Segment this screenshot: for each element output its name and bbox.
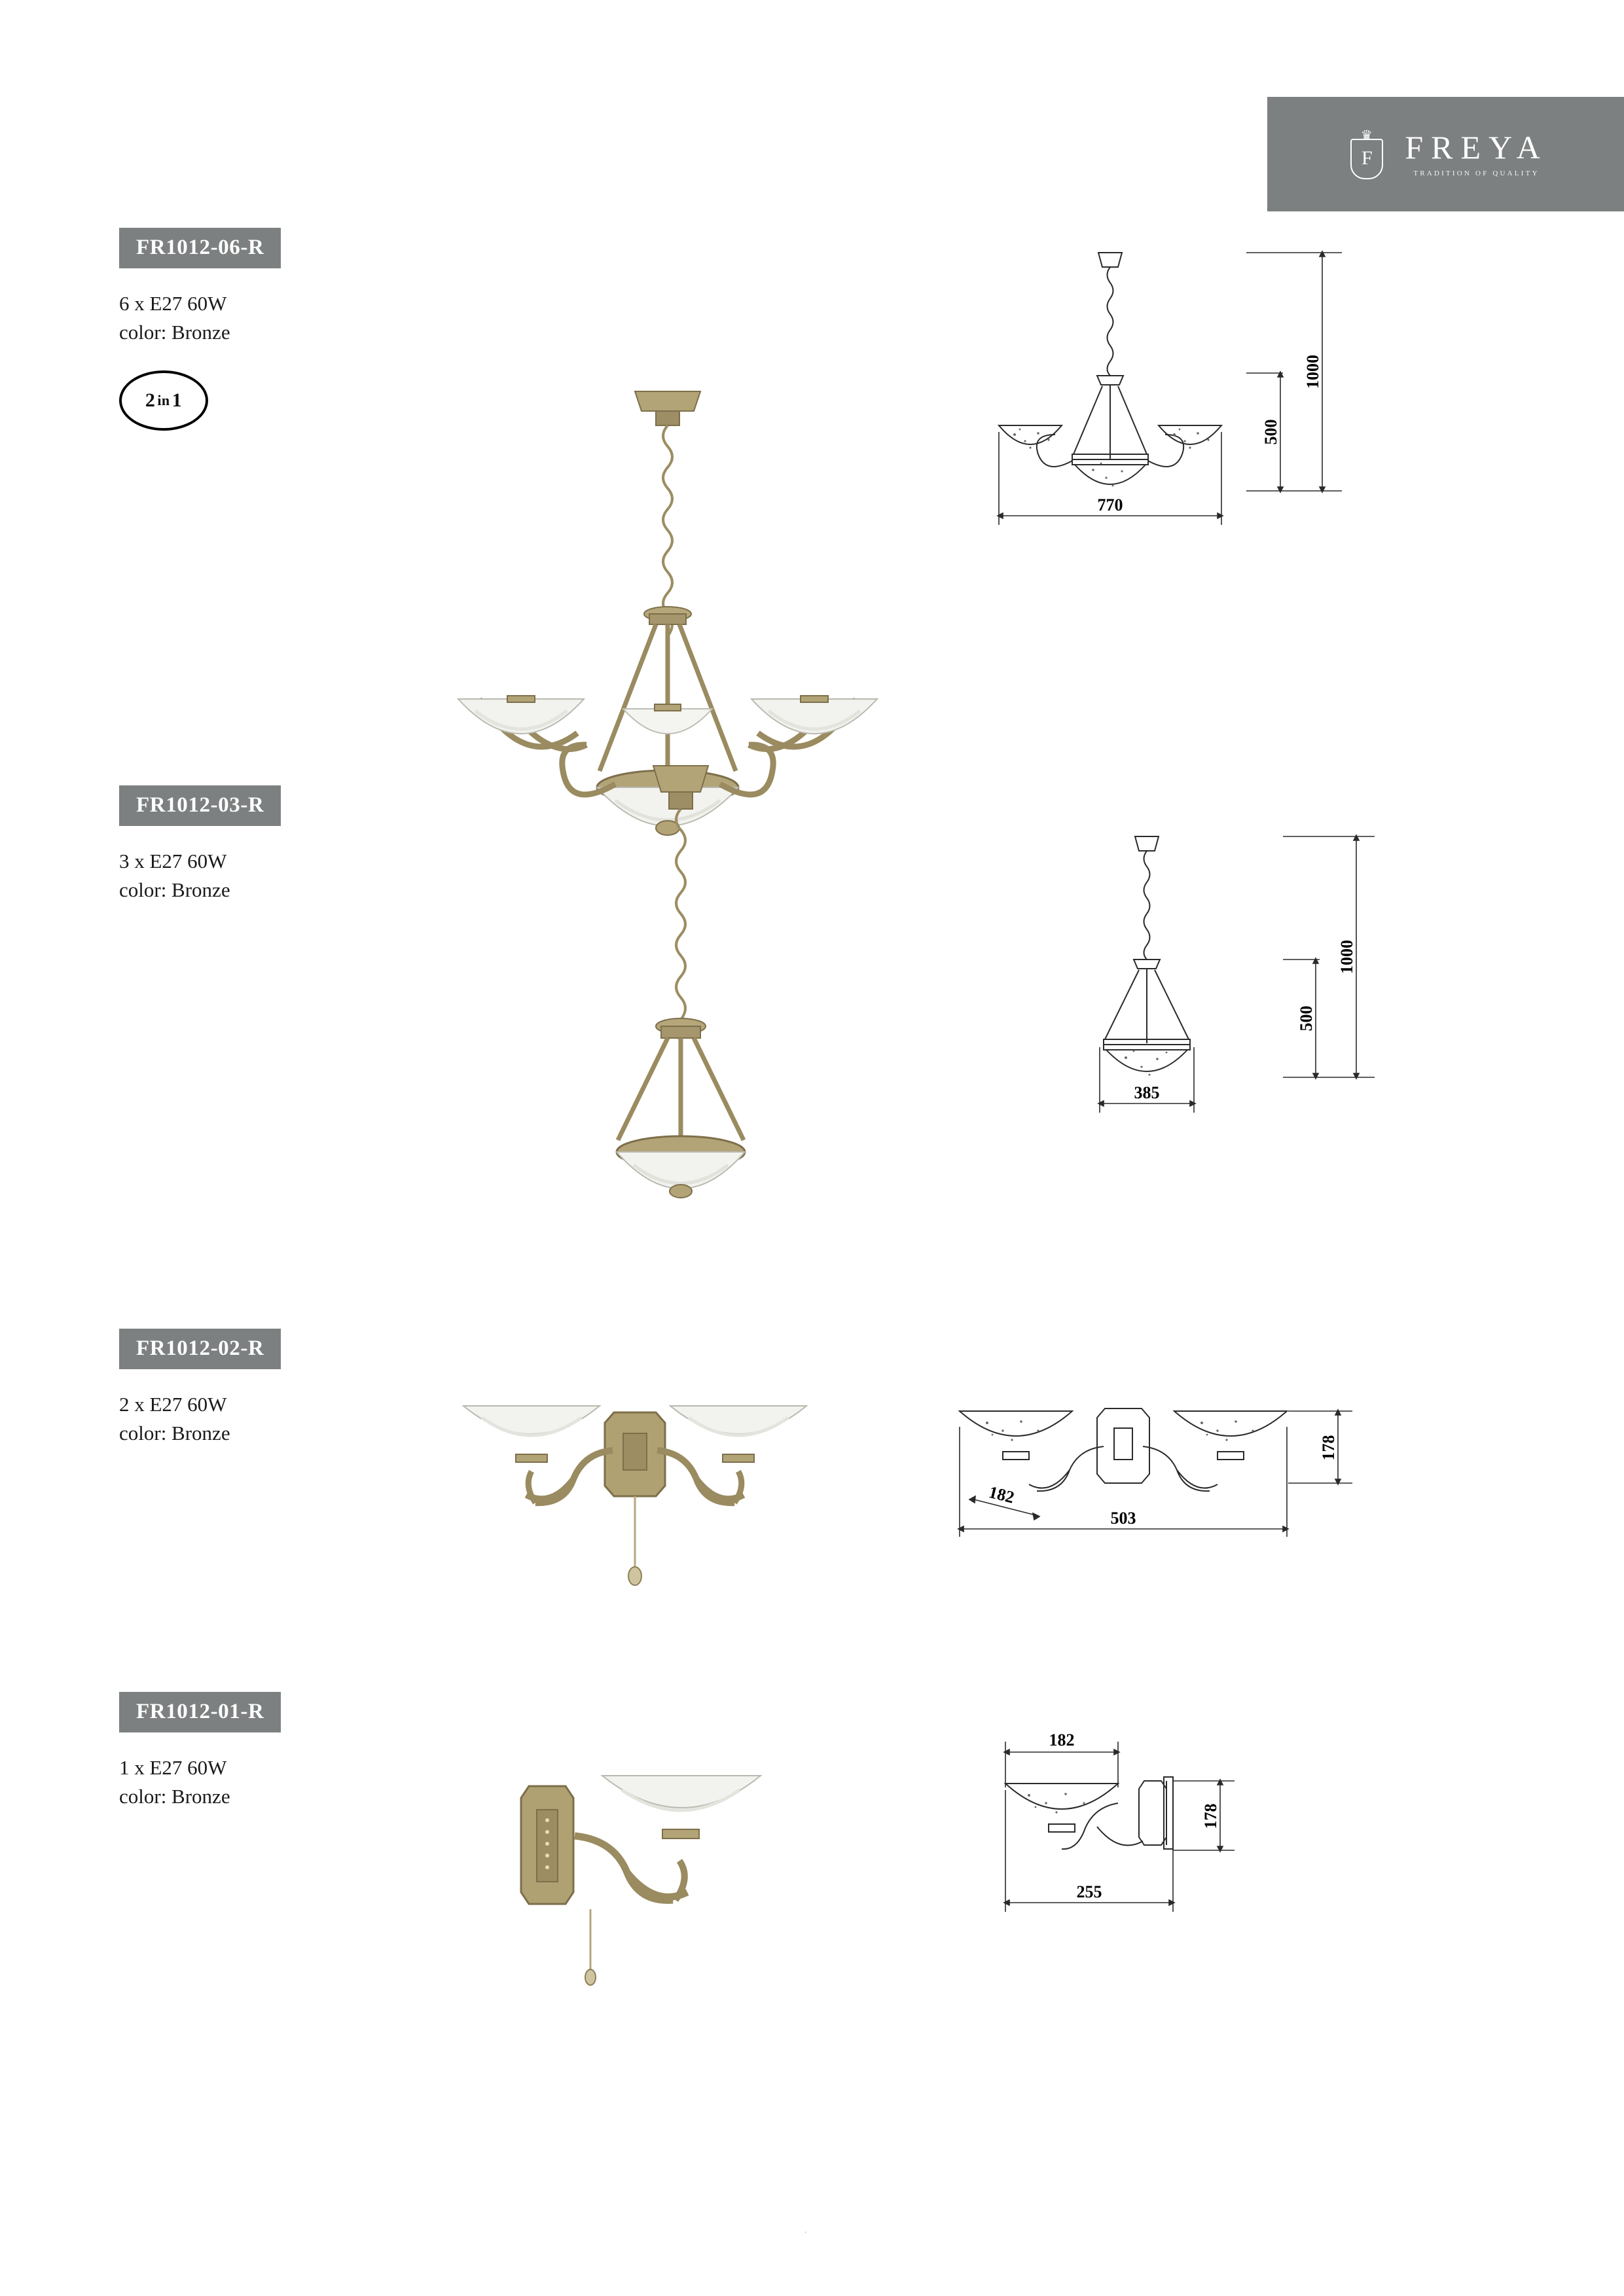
product-lamps: 2 x E27 60W bbox=[119, 1393, 227, 1416]
dim-height: 178 bbox=[1319, 1435, 1338, 1461]
product-info bbox=[119, 785, 433, 905]
brand-monogram: F bbox=[1361, 147, 1373, 169]
product-info bbox=[119, 1329, 433, 1448]
product-photo bbox=[425, 1394, 844, 1610]
dim-height-total: 1000 bbox=[1337, 940, 1356, 974]
brand-logo-mark bbox=[1343, 124, 1390, 185]
dim-width: 503 bbox=[1110, 1509, 1136, 1528]
dim-height-total: 1000 bbox=[1303, 355, 1322, 389]
brand-header bbox=[1267, 97, 1624, 211]
product-spec bbox=[119, 1390, 433, 1448]
product-lamps: 3 x E27 60W bbox=[119, 850, 227, 872]
badge-2in1 bbox=[119, 370, 208, 431]
badge-prefix: 2 bbox=[145, 389, 156, 412]
product-photo bbox=[563, 766, 799, 1244]
product-info bbox=[119, 228, 433, 431]
product-spec bbox=[119, 847, 433, 905]
dim-depth: 182 bbox=[986, 1482, 1017, 1507]
product-color: color: Bronze bbox=[119, 878, 230, 902]
dim-width: 255 bbox=[1076, 1882, 1102, 1901]
technical-drawing bbox=[929, 1401, 1414, 1617]
product-lamps: 6 x E27 60W bbox=[119, 292, 227, 315]
dim-height-body: 500 bbox=[1261, 419, 1280, 445]
product-photo bbox=[511, 1764, 785, 1986]
dim-height-body: 500 bbox=[1297, 1005, 1316, 1031]
dim-depth: 182 bbox=[1049, 1731, 1075, 1749]
shield-icon bbox=[1350, 139, 1383, 179]
technical-drawing bbox=[1021, 818, 1388, 1185]
product-photo bbox=[419, 156, 890, 699]
product-lamps: 1 x E27 60W bbox=[119, 1756, 227, 1779]
product-code: FR1012-02-R bbox=[119, 1329, 281, 1369]
product-spec bbox=[119, 289, 433, 347]
dim-width: 770 bbox=[1097, 495, 1123, 514]
product-code: FR1012-03-R bbox=[119, 785, 281, 826]
product-code: FR1012-06-R bbox=[119, 228, 281, 268]
product-code: FR1012-01-R bbox=[119, 1692, 281, 1732]
technical-drawing bbox=[975, 234, 1381, 601]
product-color: color: Bronze bbox=[119, 1785, 230, 1808]
product-color: color: Bronze bbox=[119, 321, 230, 344]
brand-wordmark bbox=[1405, 131, 1547, 177]
product-color: color: Bronze bbox=[119, 1422, 230, 1445]
crown-icon: ♛ bbox=[1360, 128, 1373, 143]
brand-tagline: TRADITION OF QUALITY bbox=[1413, 170, 1540, 177]
dim-height: 178 bbox=[1201, 1803, 1220, 1829]
technical-drawing bbox=[969, 1725, 1375, 1960]
page-footer: . bbox=[804, 2220, 809, 2236]
badge-middle: in bbox=[157, 392, 170, 409]
dim-width: 385 bbox=[1134, 1083, 1160, 1102]
product-info bbox=[119, 1692, 433, 1811]
brand-name: FREYA bbox=[1405, 129, 1548, 166]
product-spec bbox=[119, 1753, 433, 1811]
badge-suffix: 1 bbox=[171, 389, 183, 412]
